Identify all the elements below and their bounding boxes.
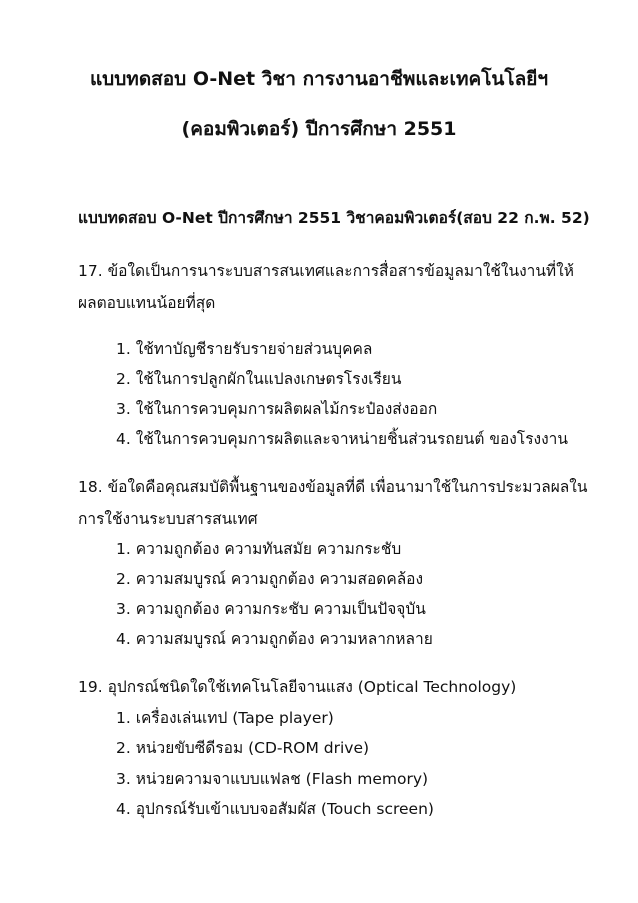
question-19-option-3: 3. หน่วยความจาแบบแฟลช (Flash memory) <box>116 770 429 788</box>
question-17-option-3: 3. ใช้ในการควบคุมการผลิตผลไม้กระป๋องส่งออก <box>116 400 438 418</box>
question-17-text: 17. ข้อใดเป็นการนาระบบสารสนเทศและการสื่อสารข้อมูลมาใช้ในงานที่ให้ <box>78 262 574 280</box>
exam-subtitle: แบบทดสอบ O-Net ปีการศึกษา 2551 วิชาคอมพิวเตอร์(สอบ 22 ก.พ. 52) <box>78 209 590 227</box>
question-18-option-2: 2. ความสมบูรณ์ ความถูกต้อง ความสอดคล้อง <box>116 570 424 588</box>
question-17-option-4: 4. ใช้ในการควบคุมการผลิตและจาหน่ายชิ้นส่วนรถยนต์ ของโรงงาน <box>116 430 568 448</box>
question-19-option-4: 4. อุปกรณ์รับเข้าแบบจอสัมผัส (Touch screen) <box>116 800 434 818</box>
question-19-text: 19. อุปกรณ์ชนิดใดใช้เทคโนโลยีจานแสง (Optical Technology) <box>78 678 517 696</box>
question-18-text: 18. ข้อใดคือคุณสมบัติพื้นฐานของข้อมูลที่ดี เพื่อนามาใช้ในการประมวลผลใน <box>78 478 588 496</box>
document-title-line-1: แบบทดสอบ O-Net วิชา การงานอาชีพและเทคโนโลยีฯ <box>89 68 549 90</box>
question-19-option-1: 1. เครื่องเล่นเทป (Tape player) <box>116 709 334 727</box>
question-17-text-cont: ผลตอบแทนน้อยที่สุด <box>78 294 216 312</box>
question-17-option-1: 1. ใช้ทาบัญชีรายรับรายจ่ายส่วนบุคคล <box>116 340 373 358</box>
question-18-option-1: 1. ความถูกต้อง ความทันสมัย ความกระชับ <box>116 540 402 558</box>
question-18-text-cont: การใช้งานระบบสารสนเทศ <box>78 510 258 528</box>
question-19-option-2: 2. หน่วยขับซีดีรอม (CD-ROM drive) <box>116 739 370 757</box>
question-18-option-4: 4. ความสมบูรณ์ ความถูกต้อง ความหลากหลาย <box>116 630 433 648</box>
question-17-option-2: 2. ใช้ในการปลูกผักในแปลงเกษตรโรงเรียน <box>116 370 402 388</box>
document-title-line-2: (คอมพิวเตอร์) ปีการศึกษา 2551 <box>181 118 457 140</box>
question-18-option-3: 3. ความถูกต้อง ความกระชับ ความเป็นปัจจุบัน <box>116 600 426 618</box>
